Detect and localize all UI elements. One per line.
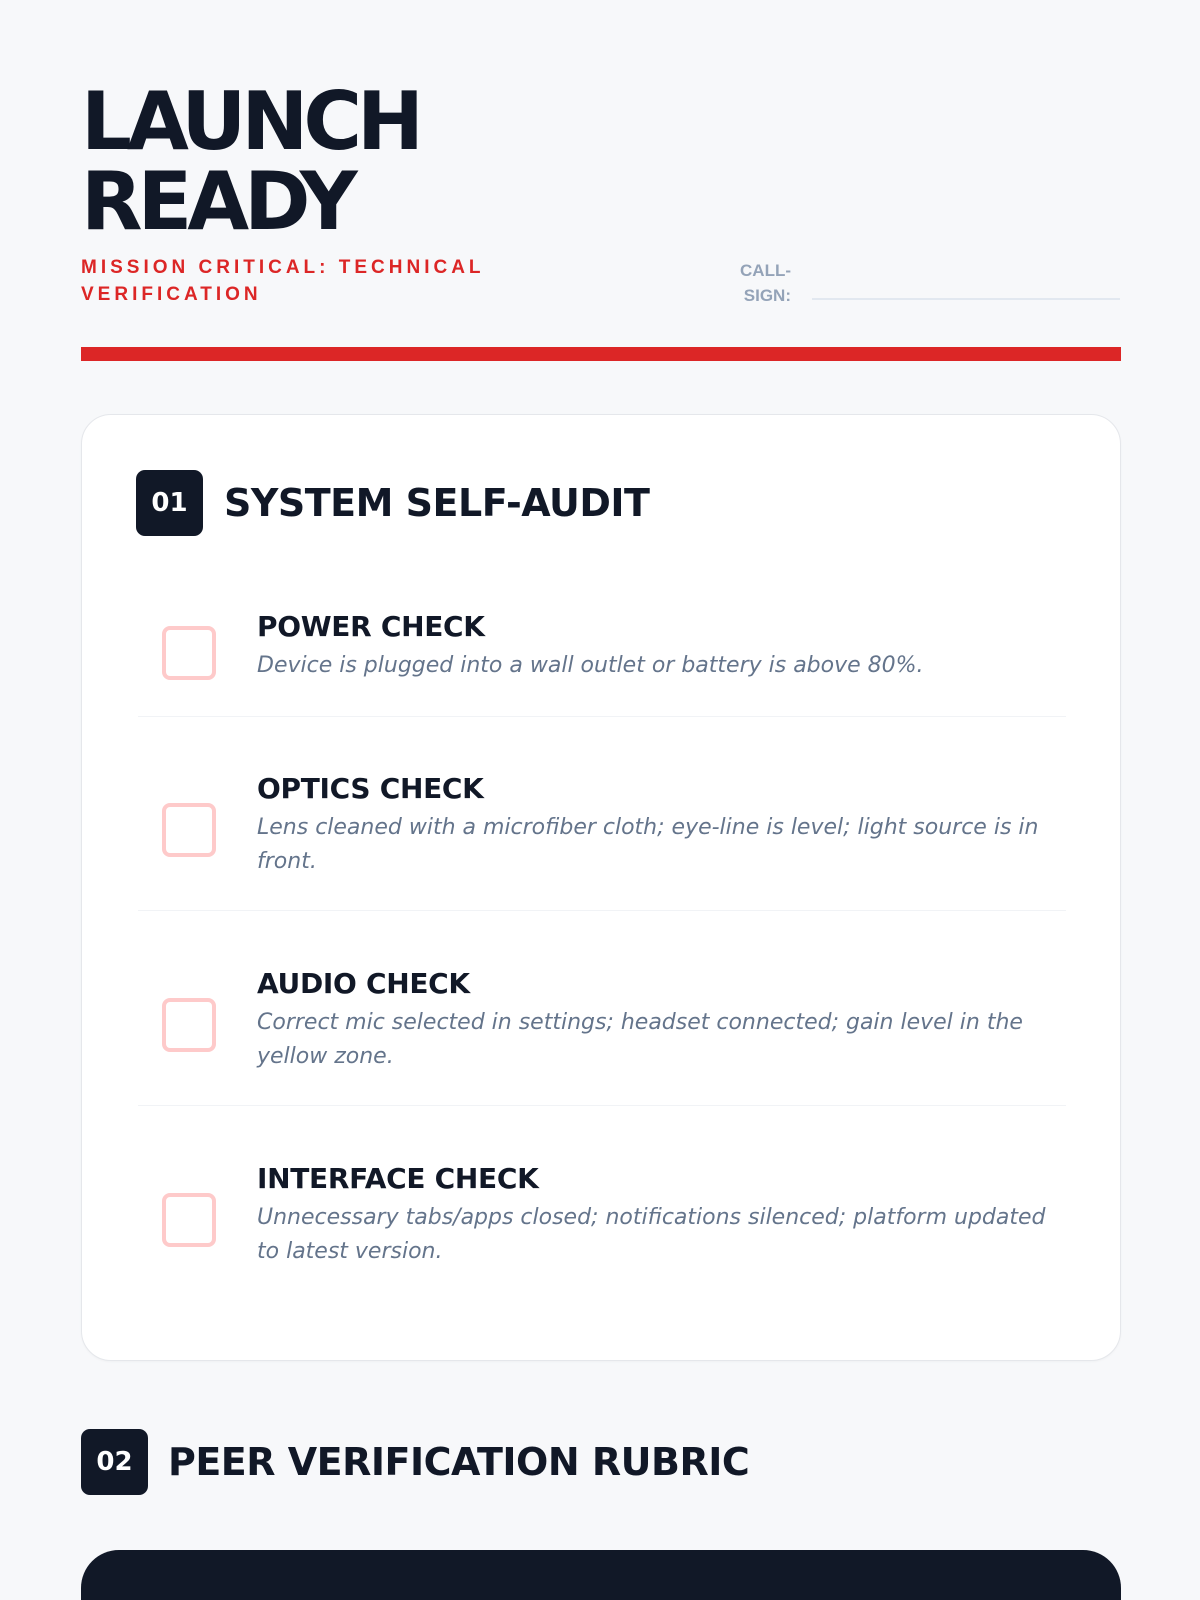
item-description: Unnecessary tabs/apps closed; notifications silenced; platform updated to latest version.: [257, 1205, 1046, 1264]
section-number-badge: 01: [136, 470, 203, 536]
power-check-checkbox[interactable]: [162, 626, 216, 680]
peer-rubric-panel: [81, 1550, 1121, 1600]
item-name: INTERFACE CHECK: [257, 1162, 539, 1195]
title-line-2: READY: [81, 155, 353, 248]
optics-check-checkbox[interactable]: [162, 803, 216, 857]
item-description: Lens cleaned with a microfiber cloth; eye-line is level; light source is in front.: [257, 815, 1039, 874]
item-description: Correct mic selected in settings; headset connected; gain level in the yellow zone.: [257, 1010, 1023, 1069]
checklist-item-optics: [138, 771, 1066, 911]
item-name: POWER CHECK: [257, 610, 485, 643]
page-title: [81, 75, 420, 248]
header-divider: [81, 347, 1121, 361]
interface-check-checkbox[interactable]: [162, 1193, 216, 1247]
section-title: SYSTEM SELF-AUDIT: [224, 481, 650, 525]
title-line-1: LAUNCH: [81, 75, 420, 168]
item-name: OPTICS CHECK: [257, 772, 484, 805]
audio-check-checkbox[interactable]: [162, 998, 216, 1052]
checklist-item-power: [138, 609, 1066, 717]
system-self-audit-card: [81, 414, 1121, 1361]
callsign-label: CALL-SIGN:: [740, 261, 791, 305]
checklist-item-audio: [138, 966, 1066, 1106]
section-title: PEER VERIFICATION RUBRIC: [168, 1440, 750, 1484]
page-subtitle: MISSION CRITICAL: TECHNICAL VERIFICATION: [81, 257, 485, 305]
item-name: AUDIO CHECK: [257, 967, 470, 1000]
section-number-badge: 02: [81, 1429, 148, 1495]
checklist-item-interface: [138, 1161, 1066, 1301]
item-description: Device is plugged into a wall outlet or battery is above 80%.: [257, 653, 924, 678]
callsign-input[interactable]: [812, 298, 1120, 300]
